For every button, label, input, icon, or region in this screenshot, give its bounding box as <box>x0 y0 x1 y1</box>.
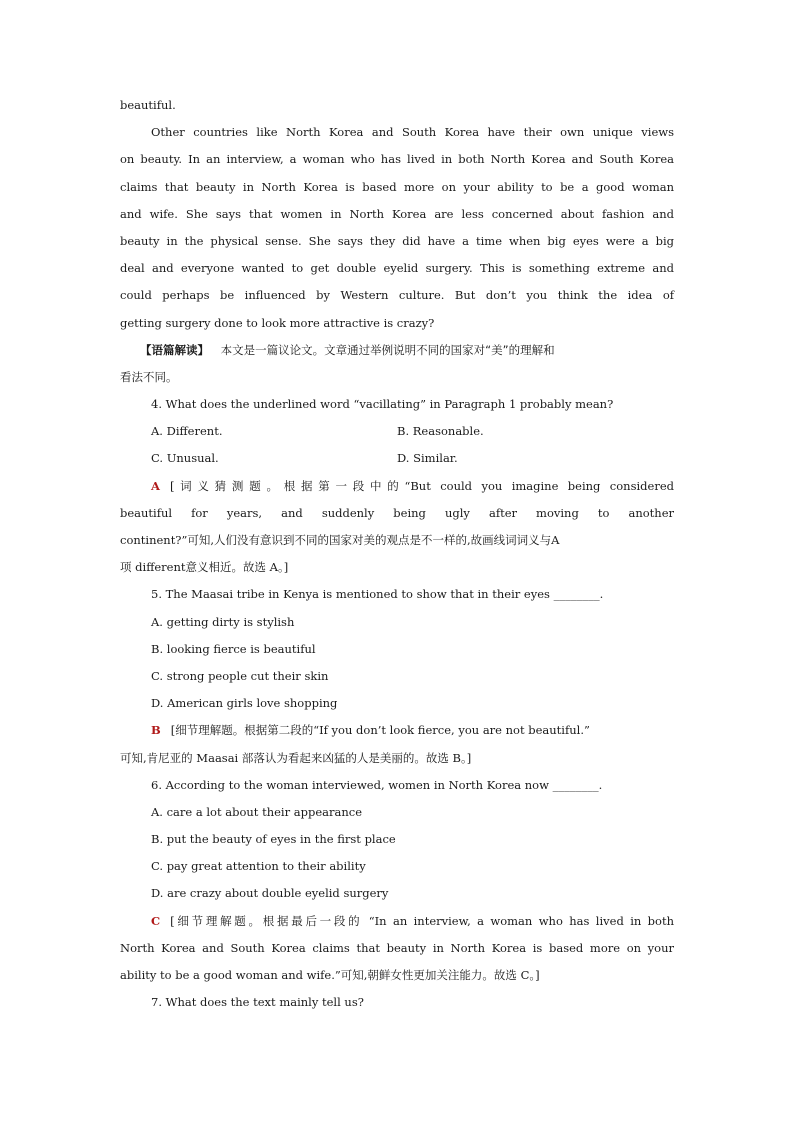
answer-letter: C <box>151 913 161 928</box>
explanation-line <box>120 717 674 744</box>
option: A. care a lot about their appearance <box>151 804 362 819</box>
option: B. Reasonable. <box>397 424 484 439</box>
option: A. getting dirty is stylish <box>151 614 295 629</box>
answer-letter: A <box>151 478 160 493</box>
question-stem: 7. What does the text mainly tell us? <box>151 995 364 1010</box>
option: B. put the beauty of eyes in the first place <box>151 832 396 847</box>
question-stem: 6. According to the woman interviewed, women in North Korea now ________. <box>151 777 603 792</box>
passage-line: beauty in the physical sense. She says they did have a time when big eyes were a big <box>120 233 674 248</box>
analysis-text: 本文是一篇议论文。文章通过举例说明不同的国家对“美”的理解和 <box>220 342 555 357</box>
option: D. Similar. <box>397 451 458 466</box>
analysis-label: 【语篇解读】 <box>140 342 209 357</box>
passage-line: deal and everyone wanted to get double eyelid surgery. This is something extreme and <box>120 261 674 276</box>
options-row <box>120 418 674 445</box>
passage-line: could perhaps be influenced by Western culture. But don’t you think the idea of <box>120 288 674 303</box>
option: C. Unusual. <box>151 451 219 466</box>
analysis-line: 看法不同。 <box>120 369 178 384</box>
option: A. Different. <box>151 424 223 439</box>
explanation-line: ability to be a good woman and wife.”可知,朝鲜女性更加关注能力。故选 C。] <box>120 968 540 982</box>
passage-line: claims that beauty in North Korea is based more on your ability to be a good woman <box>120 179 674 194</box>
option: C. strong people cut their skin <box>151 668 329 683</box>
option: B. looking fierce is beautiful <box>151 641 316 656</box>
passage-line: beautiful. <box>120 98 176 112</box>
explanation-line: continent?”可知,人们没有意识到不同的国家对美的观点是不一样的,故画线词词义与A <box>120 533 560 547</box>
explanation-line: 可知,肯尼亚的 Maasai 部落认为看起来凶猛的人是美丽的。故选 B。] <box>120 750 472 765</box>
option: C. pay great attention to their ability <box>151 859 366 874</box>
option: D. are crazy about double eyelid surgery <box>151 886 389 901</box>
document-page <box>120 92 674 1016</box>
analysis-line <box>120 337 674 364</box>
passage-line: on beauty. In an interview, a woman who has lived in both North Korea and South Korea <box>120 152 674 167</box>
passage-line: and wife. She says that women in North Korea are less concerned about fashion and <box>120 206 674 221</box>
explanation-line: 项 different意义相近。故选 A。] <box>120 560 289 575</box>
passage-line: Other countries like North Korea and South Korea have their own unique views <box>151 125 674 140</box>
explanation-text: [细节理解题。根据最后一段的 “In an interview, a woman who has lived in both <box>170 913 674 928</box>
question-stem: 5. The Maasai tribe in Kenya is mentioned to show that in their eyes ________. <box>151 587 604 602</box>
passage-line: getting surgery done to look more attractive is crazy? <box>120 315 435 330</box>
explanation-text: [词义猜测题。根据第一段中的“But could you imagine being considered <box>169 478 674 493</box>
answer-letter: B <box>151 723 161 738</box>
explanation-line: beautiful for years, and suddenly being ugly after moving to another <box>120 505 674 520</box>
option: D. American girls love shopping <box>151 696 338 711</box>
explanation-line <box>120 473 674 500</box>
explanation-line: North Korea and South Korea claims that beauty in North Korea is based more on your <box>120 940 674 955</box>
explanation-line <box>120 908 674 935</box>
options-row <box>120 445 674 472</box>
explanation-text: [细节理解题。根据第二段的“If you don’t look fierce, you are not beautiful.” <box>170 723 590 738</box>
question-stem: 4. What does the underlined word “vacillating” in Paragraph 1 probably mean? <box>151 397 614 412</box>
